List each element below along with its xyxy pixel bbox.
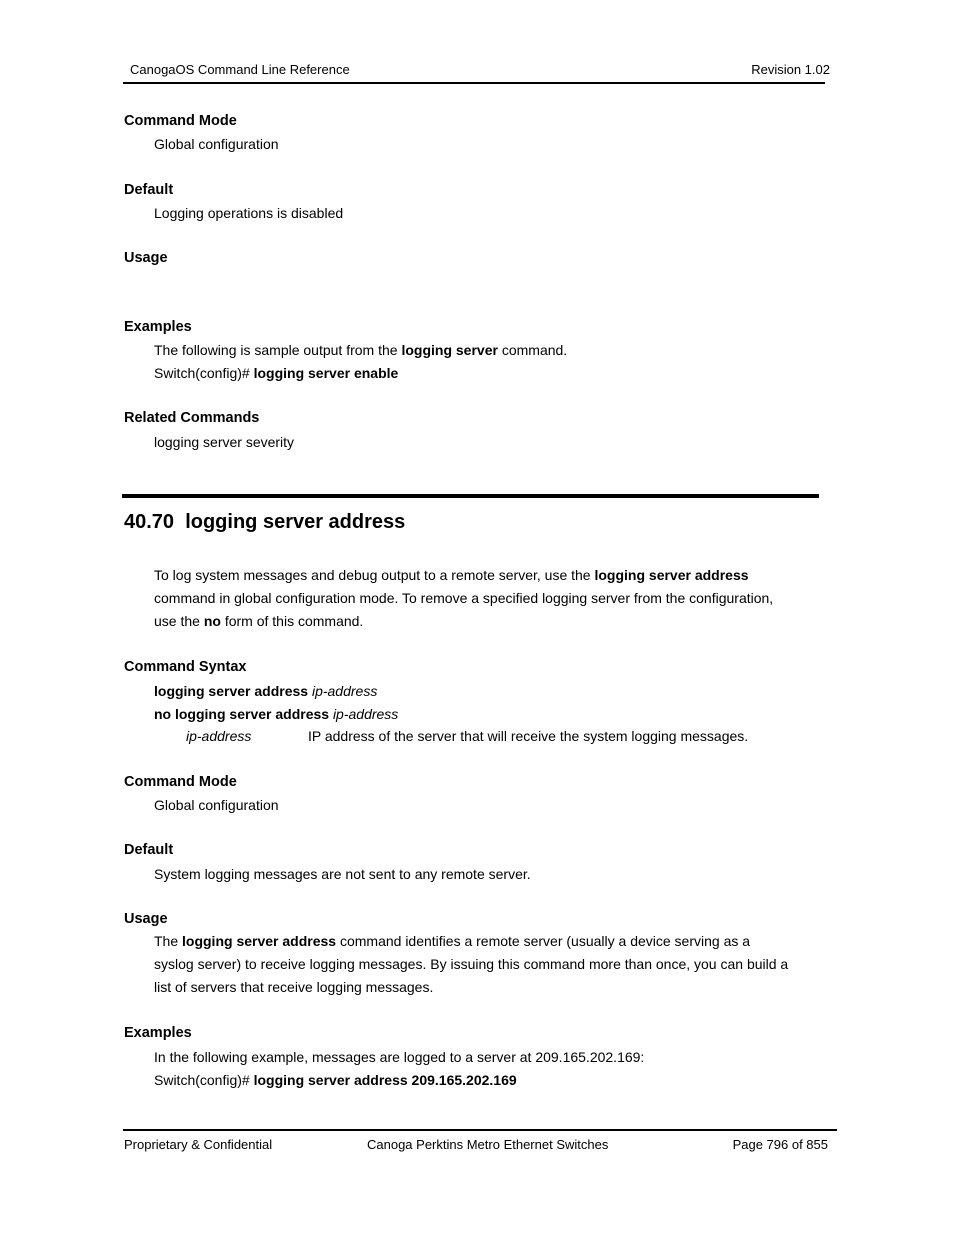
footer-confidential: Proprietary & Confidential: [124, 1137, 273, 1152]
related-commands-text: logging server severity: [154, 434, 295, 450]
header-revision: Revision 1.02: [751, 62, 830, 77]
syntax-no-line: no logging server address ip-address: [154, 706, 399, 722]
footer-product: Canoga Perktins Metro Ethernet Switches: [367, 1137, 609, 1152]
section-command-mode-text: Global configuration: [154, 797, 279, 813]
footer-rule: [123, 1129, 837, 1131]
section-rule: [122, 494, 819, 498]
usage-paragraph: The logging server address command identifies a remote server (usually a device serving as a syslog server) to receive logging messages. By issuing this command more than once, you can build a list of servers that receive logging messages.: [154, 933, 789, 995]
param-name: ip-address: [186, 728, 252, 744]
default-heading: Default: [124, 182, 174, 198]
param-description: IP address of the server that will receive the system logging messages.: [308, 728, 749, 744]
examples-text: The following is sample output from the logging server command.: [154, 342, 568, 358]
examples-heading: Examples: [124, 319, 192, 335]
section-examples-heading: Examples: [124, 1025, 192, 1041]
command-mode-heading: Command Mode: [124, 113, 237, 129]
command-mode-text: Global configuration: [154, 136, 279, 152]
command-syntax-heading: Command Syntax: [124, 659, 247, 675]
header-rule: [123, 82, 825, 84]
related-commands-heading: Related Commands: [124, 410, 260, 426]
default-text: Logging operations is disabled: [154, 205, 344, 221]
example-command-line: Switch(config)# logging server enable: [154, 365, 399, 381]
section-default-text: System logging messages are not sent to any remote server.: [154, 866, 531, 882]
footer-page-number: Page 796 of 855: [732, 1137, 828, 1152]
section-command-mode-heading: Command Mode: [124, 774, 237, 790]
section-examples-text: In the following example, messages are logged to a server at 209.165.202.169:: [154, 1049, 645, 1065]
section-title: 40.70 logging server address: [124, 511, 406, 533]
syntax-line: logging server address ip-address: [154, 683, 378, 699]
section-default-heading: Default: [124, 842, 174, 858]
intro-paragraph: To log system messages and debug output to a remote server, use the logging server address command in global configuration mode. To remove a specified logging server from the configuration, use the no form of this command.: [154, 567, 774, 629]
usage-heading: Usage: [124, 250, 168, 266]
section-usage-heading: Usage: [124, 911, 168, 927]
header-title: CanogaOS Command Line Reference: [130, 62, 350, 77]
section-example-command-line: Switch(config)# logging server address 209.165.202.169: [154, 1072, 517, 1088]
